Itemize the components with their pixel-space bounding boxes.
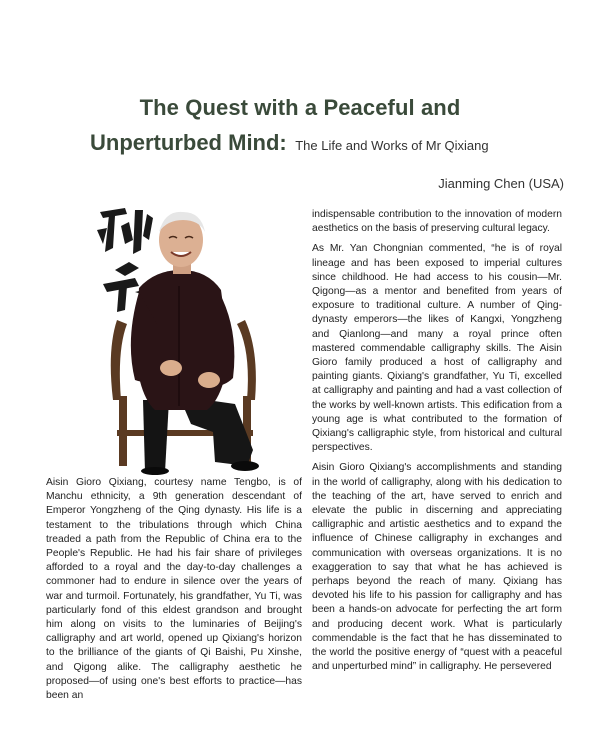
portrait-photo-icon (95, 200, 280, 475)
article-title-main: Unperturbed Mind: (90, 130, 287, 155)
body-paragraph: Aisin Gioro Qixiang's accomplishments and standing in the world of calligraphy, along with his dedication to the teaching of the art, have served to enrich and elevate the public in discerning and appreciating calligraphic and artistic aesthetics and to expand the influence of Chinese calligraphy in exchanges and communication with overseas organizations. It is no exaggeration to say that what he has achieved is perhaps beyond the reach of many. Qixiang has devoted his life to his passion for calligraphy and has been a hands-on advocate for perfecting the art form and producing decent work. What is particularly commendable is the fact that he has disseminated to the world the positive energy of “quest with a peaceful and unperturbed mind” in calligraphy. He persevered (312, 462, 562, 673)
body-paragraph: Aisin Gioro Qixiang, courtesy name Tengbo, is of Manchu ethnicity, a 9th generation descendant of Emperor Yongzheng of the Qing dynasty. His life is a testament to the tribulations through which China treaded a path from the Republic of China era to the People's Republic. He had his fair share of privileges afforded to a royal and the day-to-day challenges a commoner had to endure in silence over the years of war and turmoil. Fortunately, his grandfather, Yu Ti, was particularly fond of this eldest grandson and brought him along on visits to the luminaries of Beijing's calligraphy and art world, opened up Qixiang's horizon to the brilliance of the giants of Qi Baishi, Pu Xinshe, and Qigong alike. The calligraphy aesthetic he proposed—of using one's best efforts to practice—has been an (46, 477, 302, 702)
body-column-left (46, 476, 302, 709)
article-subtitle: The Life and Works of Mr Qixiang (295, 138, 489, 153)
article-author: Jianming Chen (USA) (438, 176, 564, 191)
article-title-line-1: The Quest with a Peaceful and (139, 95, 461, 120)
body-paragraph: indispensable contribution to the innovation of modern aesthetics on the basis of preserving cultural legacy. (312, 209, 562, 235)
article-title-line-2 (90, 130, 489, 156)
body-paragraph: As Mr. Yan Chongnian commented, “he is of royal lineage and has been exposed to imperial cultures since childhood. He had access to his cousin—Mr. Qigong—as a mentor and benefited from years of exposure to traditional culture. A number of Qing-dynasty emperors—the likes of Kangxi, Yongzheng and Qianlong—and many a royal prince often mastered commendable calligraphy skills. The Aisin Gioro family produced a host of calligraphy and painting giants. Qixiang's grandfather, Yu Ti, excelled at calligraphy and painting and had a vast collection of the works by well-known artists. This edification from a young age is what contributed to the formation of Qixiang's calligraphic style, from historical and cultural perspectives. (312, 243, 562, 454)
body-column-right (312, 208, 562, 681)
